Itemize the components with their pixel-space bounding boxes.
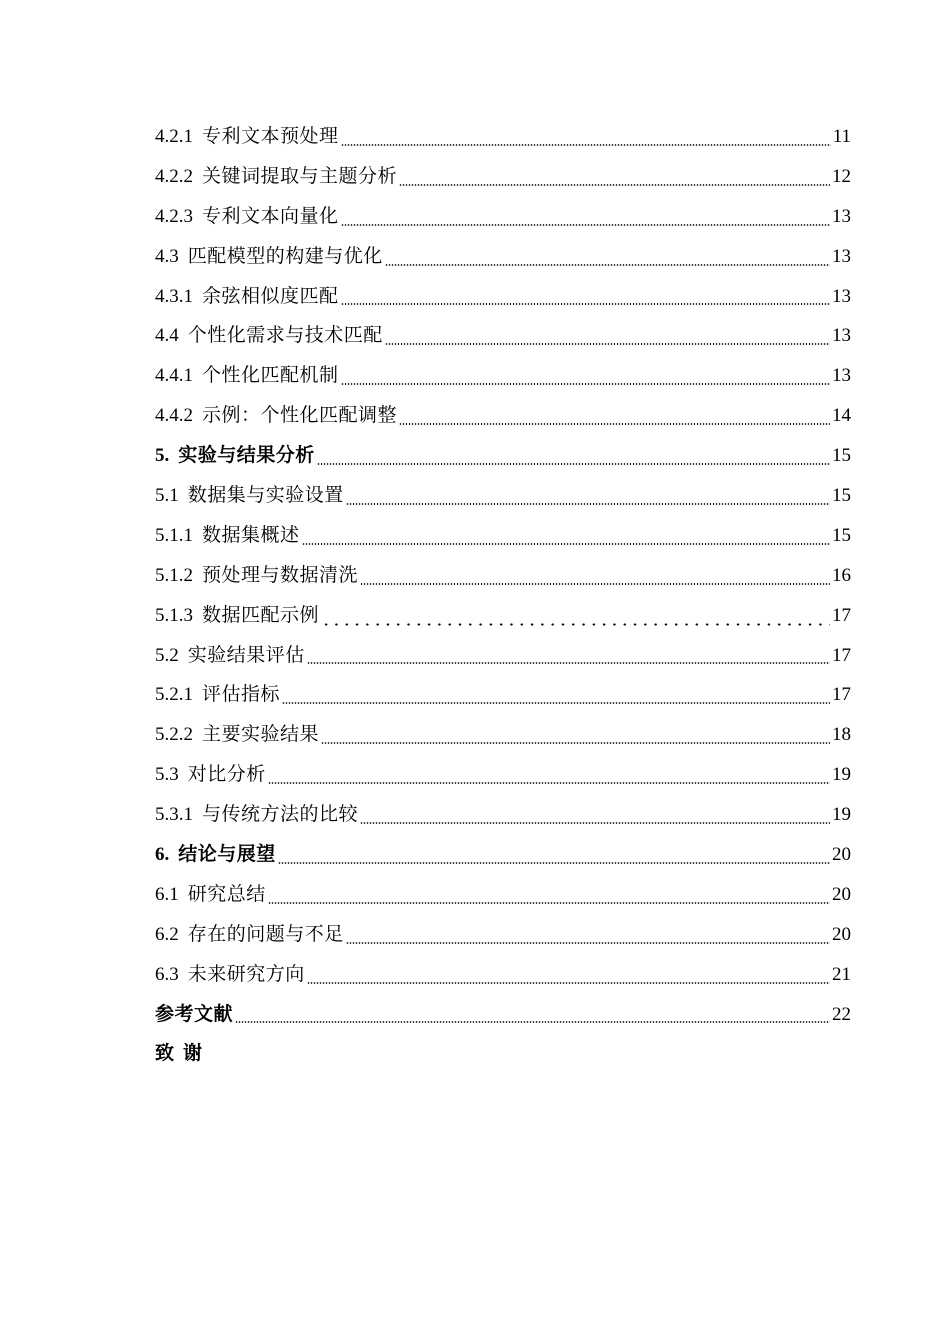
- toc-entry-number: 5.3.1: [155, 804, 193, 826]
- toc-entry-6-1[interactable]: [155, 875, 851, 915]
- toc-entry-5-3-1[interactable]: [155, 795, 851, 835]
- toc-entry-title: 对比分析: [187, 763, 266, 786]
- dot-leader: [360, 822, 830, 824]
- toc-entry-number: 5.2.1: [155, 684, 193, 706]
- dot-leader: [235, 1021, 830, 1023]
- toc-entry-6-2[interactable]: [155, 915, 851, 955]
- dot-leader: [341, 303, 830, 305]
- toc-entry-5-1-2[interactable]: [155, 556, 851, 596]
- toc-entry-title: 主要实验结果: [202, 723, 320, 746]
- toc-entry-page: 15: [832, 524, 851, 546]
- toc-entry-4-4-1[interactable]: [155, 356, 851, 396]
- dot-leader: [346, 942, 830, 944]
- dot-leader: [385, 264, 830, 266]
- dot-leader: [321, 623, 830, 626]
- dot-leader: [268, 782, 830, 784]
- toc-entry-5-2-1[interactable]: [155, 675, 851, 715]
- toc-entry-title: 与传统方法的比较: [202, 803, 359, 826]
- toc-entry-title: 结论与展望: [178, 843, 276, 866]
- toc-entry-title: 余弦相似度匹配: [202, 284, 339, 307]
- toc-entry-title: 实验与结果分析: [178, 444, 315, 467]
- toc-entry-5-1[interactable]: [155, 476, 851, 516]
- toc-entry-number: 4.4.1: [155, 365, 193, 387]
- dot-leader: [399, 184, 830, 186]
- dot-leader: [341, 383, 830, 385]
- toc-entry-number: 4.3: [155, 245, 179, 267]
- dot-leader: [321, 742, 830, 744]
- toc-entry-title: 研究总结: [187, 882, 266, 905]
- dot-leader: [385, 343, 830, 345]
- toc-entry-title: 数据集概述: [202, 523, 300, 546]
- toc-entry-4-2-2[interactable]: [155, 157, 851, 197]
- toc-entry-page: 16: [832, 564, 851, 586]
- toc-entry-title: 专利文本向量化: [202, 204, 339, 227]
- toc-entry-title: 致谢: [155, 1042, 212, 1065]
- toc-entry-title: 专利文本预处理: [202, 125, 339, 147]
- toc-entry-title: 示例：个性化匹配调整: [202, 404, 398, 427]
- toc-entry-4-3[interactable]: [155, 237, 851, 277]
- toc-entry-title: 匹配模型的构建与优化: [187, 244, 383, 267]
- toc-entry-page: 12: [832, 165, 851, 187]
- toc-entry-4-4-2[interactable]: [155, 396, 851, 436]
- toc-entry-page: 13: [832, 365, 851, 387]
- toc-entry-5-1-1[interactable]: [155, 516, 851, 556]
- toc-entry-title: 预处理与数据清洗: [202, 563, 359, 586]
- toc-entry-title: 参考文献: [155, 1002, 234, 1025]
- toc-entry-number: 5.1: [155, 485, 179, 507]
- toc-entry-page: 13: [832, 245, 851, 267]
- toc-entry-page: 19: [832, 764, 851, 786]
- toc-entry-number: 4.2.2: [155, 165, 193, 187]
- toc-entry-number: 4.4.2: [155, 405, 193, 427]
- toc-entry-page: 17: [832, 604, 851, 626]
- dot-leader: [302, 543, 830, 545]
- dot-leader: [341, 224, 830, 226]
- toc-entry-page: 13: [832, 205, 851, 227]
- toc-entry-acknowledgements[interactable]: [155, 1034, 851, 1074]
- dot-leader: [307, 982, 830, 984]
- dot-leader: [341, 144, 831, 146]
- toc-entry-number: 4.2.3: [155, 205, 193, 227]
- toc-entry-number: 5.1.1: [155, 524, 193, 546]
- toc-entry-5-2-2[interactable]: [155, 715, 851, 755]
- toc-entry-6[interactable]: [155, 835, 851, 875]
- dot-leader: [346, 503, 830, 505]
- toc-entry-page: 13: [832, 285, 851, 307]
- toc-entry-4-4[interactable]: [155, 316, 851, 356]
- toc-entry-page: 15: [832, 485, 851, 507]
- toc-entry-title: 实验结果评估: [187, 643, 305, 666]
- toc-entry-5-1-3[interactable]: [155, 596, 851, 636]
- toc-entry-number: 5.1.3: [155, 604, 193, 626]
- toc-entry-title: 数据集与实验设置: [187, 484, 344, 507]
- dot-leader: [399, 423, 830, 425]
- toc-entry-number: 4.4: [155, 325, 179, 347]
- toc-entry-number: 6.: [155, 844, 170, 866]
- toc-entry-page: 13: [832, 325, 851, 347]
- toc-entry-page: 21: [832, 963, 851, 985]
- toc-entry-title: 个性化需求与技术匹配: [187, 324, 383, 347]
- toc-entry-page: 22: [832, 1003, 851, 1025]
- toc-entry-number: 6.2: [155, 923, 179, 945]
- toc-entry-5-3[interactable]: [155, 755, 851, 795]
- toc-entry-page: 17: [832, 684, 851, 706]
- dot-leader: [360, 583, 830, 585]
- toc-entry-number: 4.2.1: [155, 126, 193, 147]
- toc-entry-page: 15: [832, 445, 851, 467]
- toc-entry-number: 5.: [155, 445, 170, 467]
- toc-entry-page: 20: [832, 923, 851, 945]
- toc-entry-4-3-1[interactable]: [155, 277, 851, 317]
- toc-entry-6-3[interactable]: [155, 955, 851, 995]
- toc-entry-page: 18: [832, 724, 851, 746]
- toc-entry-title: 存在的问题与不足: [187, 922, 344, 945]
- toc-entry-page: 14: [832, 405, 851, 427]
- toc-entry-title: 评估指标: [202, 683, 281, 706]
- toc-entry-number: 4.3.1: [155, 285, 193, 307]
- toc-entry-number: 6.3: [155, 963, 179, 985]
- dot-leader: [268, 902, 830, 904]
- dot-leader: [278, 862, 830, 864]
- toc-entry-page: 20: [832, 883, 851, 905]
- toc-entry-title: 数据匹配示例: [202, 603, 320, 626]
- toc-entry-page: 20: [832, 844, 851, 866]
- toc-entry-number: 5.2.2: [155, 724, 193, 746]
- toc-entry-page: 19: [832, 804, 851, 826]
- toc-entry-4-2-3[interactable]: [155, 197, 851, 237]
- toc-entry-title: 关键词提取与主题分析: [202, 164, 398, 187]
- toc-entry-5-2[interactable]: [155, 636, 851, 676]
- toc-entry-number: 5.3: [155, 764, 179, 786]
- toc-entry-page: 17: [832, 644, 851, 666]
- toc-entry-4-2-1[interactable]: [155, 117, 851, 157]
- dot-leader: [317, 463, 830, 465]
- toc-entry-number: 5.1.2: [155, 564, 193, 586]
- dot-leader: [282, 702, 830, 704]
- toc-entry-title: 未来研究方向: [187, 962, 305, 985]
- toc-entry-title: 个性化匹配机制: [202, 364, 339, 387]
- toc-entry-references[interactable]: [155, 995, 851, 1035]
- table-of-contents: [155, 117, 851, 1074]
- toc-entry-number: 5.2: [155, 644, 179, 666]
- toc-entry-5[interactable]: [155, 436, 851, 476]
- toc-entry-number: 6.1: [155, 883, 179, 905]
- toc-entry-page: 11: [832, 126, 851, 147]
- dot-leader: [307, 662, 830, 664]
